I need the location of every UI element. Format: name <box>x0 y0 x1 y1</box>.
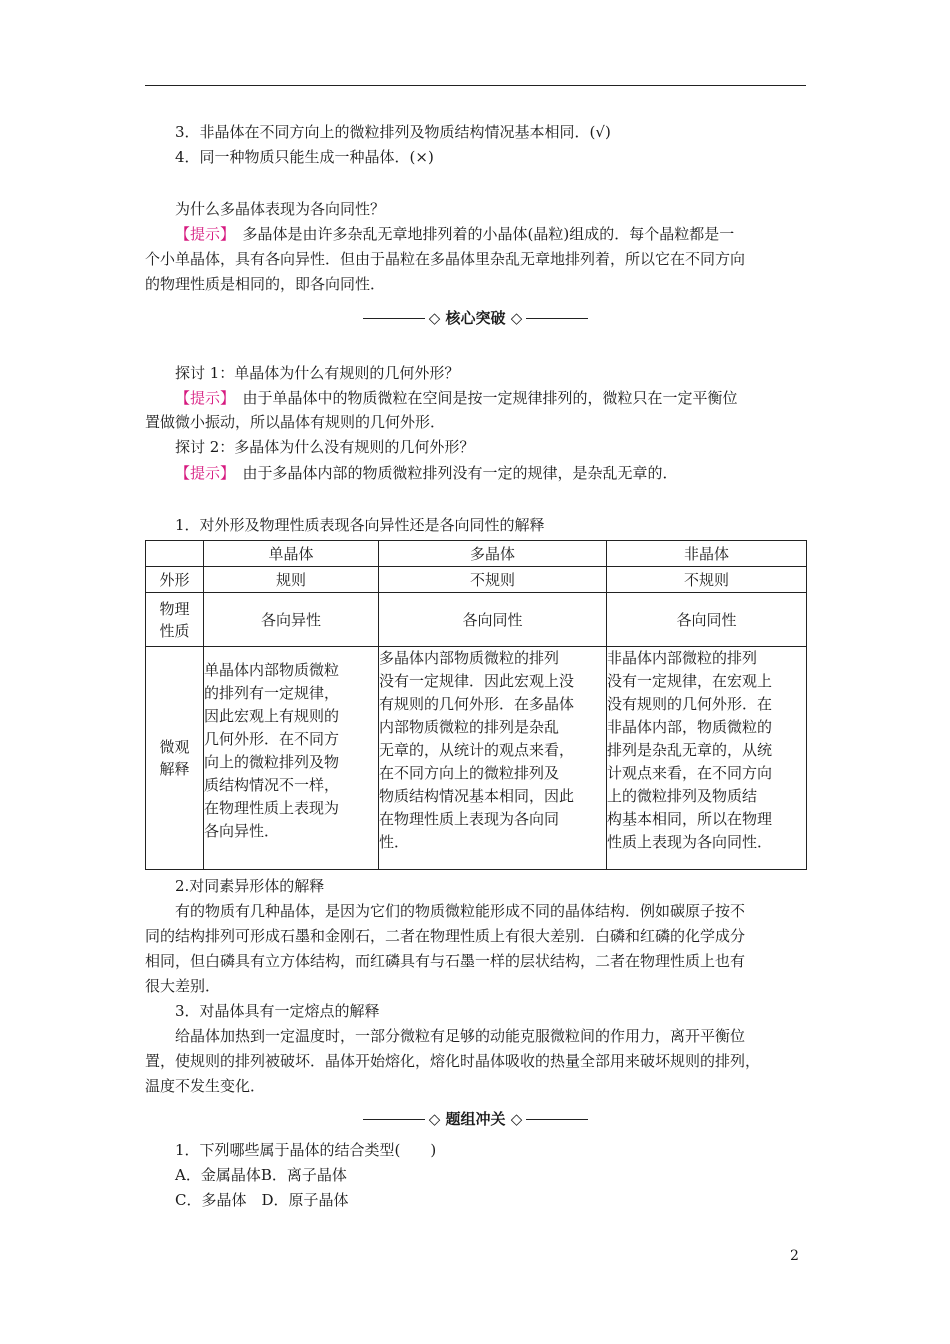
tip-line-3: 的物理性质是相同的，即各向同性． <box>145 275 386 293</box>
statement-4: 4．同一种物质只能生成一种晶体．(×) <box>175 148 434 166</box>
explain-2-line-2: 同的结构排列可形成石墨和金刚石，二者在物理性质上有很大差别．白磷和红磷的化学成分 <box>145 927 746 945</box>
section-heading-core: ◇ 核心突破 ◇ <box>145 307 806 329</box>
explain-2-line-3: 相同，但白磷具有立方体结构，而红磷具有与石墨一样的层状结构，二者在物理性质上也有 <box>145 952 746 970</box>
table-row-physical-property: 物理 性质 各向异性 各向同性 各向同性 <box>146 593 807 647</box>
explain-3-title: 3．对晶体具有一定熔点的解释 <box>175 1002 380 1020</box>
discuss-q2: 探讨 2：多晶体为什么没有规则的几何外形？ <box>175 438 475 456</box>
table-caption: 1．对外形及物理性质表现各向异性还是各向同性的解释 <box>175 516 545 534</box>
question-polycrystal: 为什么多晶体表现为各向同性？ <box>175 200 386 218</box>
discuss-a2: 【提示】 由于多晶体内部的物质微粒排列没有一定的规律，是杂乱无章的． <box>175 464 678 482</box>
explain-2-title: 2.对同素异形体的解释 <box>175 877 325 895</box>
section-heading-quiz: ◇ 题组冲关 ◇ <box>145 1108 806 1130</box>
statement-3: 3．非晶体在不同方向上的微粒排列及物质结构情况基本相同．(√) <box>175 123 611 141</box>
explain-2-line-1: 有的物质有几种晶体，是因为它们的物质微粒能形成不同的晶体结构．例如碳原子按不 <box>175 902 746 920</box>
page-number: 2 <box>790 1248 799 1264</box>
micro-polycrystal: 多晶体内部物质微粒的排列 没有一定规律．因此宏观上没 有规则的几何外形．在多晶体 内部物质微粒的排列是杂乱 无章的，从统计的观点来看， 在不同方向上的微粒排列及 物质结构情况基本相同，因此 在物理性质上表现为各向同 性． <box>379 647 607 870</box>
header-rule <box>145 85 806 86</box>
table-row-shape: 外形 规则 不规则 不规则 <box>146 567 807 593</box>
section-quiz-title: 题组冲关 <box>445 1110 506 1128</box>
quiz-question-1: 1．下列哪些属于晶体的结合类型( ) <box>175 1141 437 1159</box>
discuss-a1-line-2: 置做微小振动，所以晶体有规则的几何外形． <box>145 413 446 431</box>
header-polycrystal: 多晶体 <box>379 541 607 567</box>
micro-single-crystal: 单晶体内部物质微粒 的排列有一定规律， 因此宏观上有规则的 几何外形．在不同方 向上的微粒排列及物 质结构情况不一样， 在物理性质上表现为 各向异性． <box>204 647 379 870</box>
explain-2-line-4: 很大差别． <box>145 977 221 995</box>
table-row-microscopic: 微观 解释 单晶体内部物质微粒 的排列有一定规律， 因此宏观上有规则的 几何外形．在不同方 向上的微粒排列及物 质结构情况不一样， 在物理性质上表现为 各向异性． 多晶体内部物质微粒的排列 没有一定规律．因此宏观上没 有规则的几何外形．在多晶体 内部物质微粒的排列是杂乱 无章的，从统计的观点来看， 在不同方向上的微粒排列及 物质结构情况基本相同，因此 在物理性质上表现为各向同 性． 非晶体内部微粒的排列 没有一定规律，在宏观上 没有规则的几何外形．在 非晶体内部，物质微粒的 排列是杂乱无章的，从统 计观点来看，在不同方向 上的微粒排列及物质结 构基本相同，所以在物理 性质上表现为各向同性． <box>146 647 807 870</box>
header-single-crystal: 单晶体 <box>204 541 379 567</box>
comparison-table <box>145 540 807 870</box>
explain-3-line-2: 置，使规则的排列被破坏．晶体开始熔化，熔化时晶体吸收的热量全部用来破坏规则的排列， <box>145 1052 761 1070</box>
header-amorphous: 非晶体 <box>607 541 807 567</box>
micro-amorphous: 非晶体内部微粒的排列 没有一定规律，在宏观上 没有规则的几何外形．在 非晶体内部，物质微粒的 排列是杂乱无章的，从统 计观点来看，在不同方向 上的微粒排列及物质结 构基本相同，所以在物理 性质上表现为各向同性． <box>607 647 807 870</box>
section-core-title: 核心突破 <box>445 309 506 327</box>
explain-3-line-1: 给晶体加热到一定温度时，一部分微粒有足够的动能克服微粒间的作用力，离开平衡位 <box>175 1027 746 1045</box>
tip-line-2: 个小单晶体，具有各向异性．但由于晶粒在多晶体里杂乱无章地排列着，所以它在不同方向 <box>145 250 746 268</box>
explain-3-line-3: 温度不发生变化． <box>145 1077 266 1095</box>
tip-line-1: 【提示】 多晶体是由许多杂乱无章地排列着的小晶体(晶粒)组成的．每个晶粒都是一 <box>175 225 735 243</box>
tip-label: 【提示】 <box>175 464 228 482</box>
discuss-q1: 探讨 1：单晶体为什么有规则的几何外形？ <box>175 364 460 382</box>
quiz-options-ab: A．金属晶体B．离子晶体 <box>175 1166 347 1184</box>
tip-label: 【提示】 <box>175 389 228 407</box>
quiz-options-cd: C．多晶体 D．原子晶体 <box>175 1191 349 1209</box>
discuss-a1-line-1: 【提示】 由于单晶体中的物质微粒在空间是按一定规律排列的，微粒只在一定平衡位 <box>175 389 738 407</box>
table-header-row <box>146 541 807 567</box>
tip-label: 【提示】 <box>175 225 228 243</box>
